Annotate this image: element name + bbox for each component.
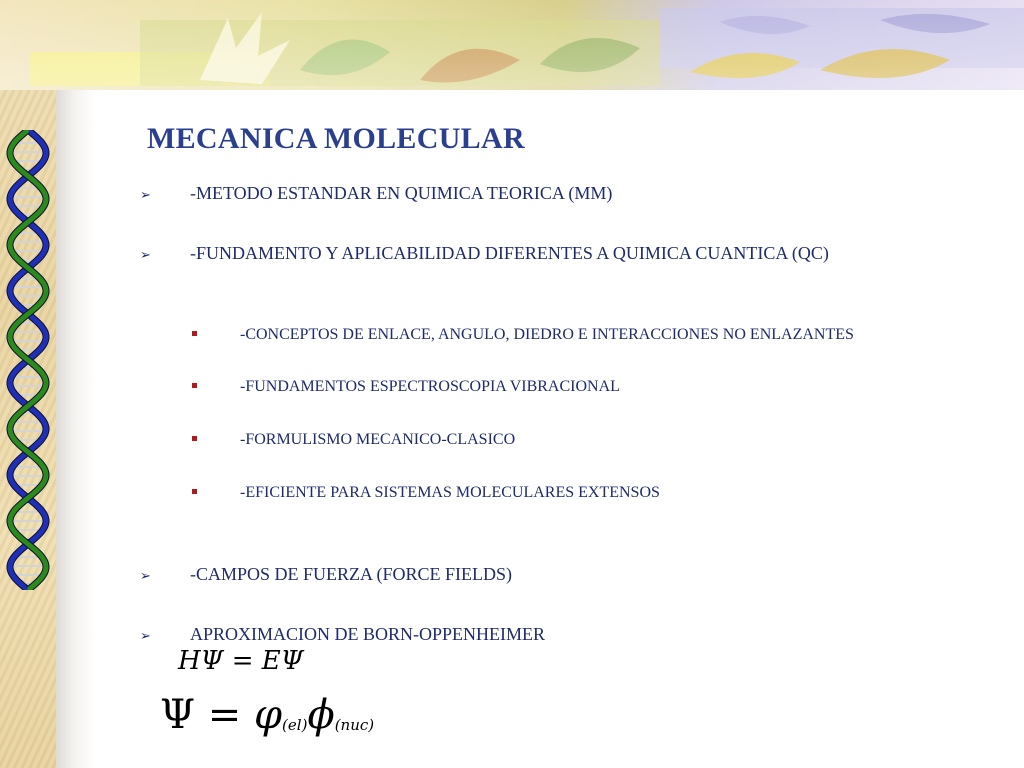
square-bullet-icon (192, 378, 240, 396)
sub-bullet-item (192, 326, 854, 344)
sub-bullet-text: -CONCEPTOS DE ENLACE, ANGULO, DIEDRO E INTERACCIONES NO ENLAZANTES (240, 326, 854, 343)
dna-helix-icon (0, 130, 56, 590)
bullet-text: -CAMPOS DE FUERZA (FORCE FIELDS) (190, 564, 513, 584)
bullet-item (140, 624, 545, 645)
sub-bullet-text: -FORMULISMO MECANICO-CLASICO (240, 431, 516, 448)
bullet-arrow-icon: ➢ (140, 629, 151, 644)
square-bullet-icon (192, 484, 240, 502)
phi-symbol: φ (254, 692, 283, 738)
born-oppenheimer-equation (160, 692, 374, 738)
square-bullet-icon (192, 326, 240, 344)
bullet-item (140, 564, 512, 585)
phi-subscript: (el) (282, 716, 308, 734)
sub-bullet-item (192, 484, 660, 502)
varphi-subscript: (nuc) (334, 716, 375, 734)
bullet-arrow-icon: ➢ (140, 248, 151, 263)
varphi-symbol: ϕ (307, 692, 335, 738)
bullet-text: APROXIMACION DE BORN-OPPENHEIMER (190, 624, 546, 644)
sub-bullet-text: -EFICIENTE PARA SISTEMAS MOLECULARES EXTENSOS (240, 484, 660, 501)
leaf-banner-icon (0, 0, 1024, 90)
bullet-item (140, 183, 612, 204)
sub-bullet-item (192, 431, 515, 449)
sub-bullet-text: -FUNDAMENTOS ESPECTROSCOPIA VIBRACIONAL (240, 378, 620, 395)
equals-sign: = (207, 692, 242, 738)
bullet-text: -FUNDAMENTO Y APLICABILIDAD DIFERENTES A QUIMICA CUANTICA (QC) (190, 243, 829, 263)
square-bullet-icon (192, 431, 240, 449)
schrodinger-equation: HΨ = EΨ (178, 646, 304, 676)
bullet-item (140, 243, 829, 264)
sub-bullet-item (192, 378, 620, 396)
psi-symbol: Ψ (160, 692, 196, 738)
bullet-arrow-icon: ➢ (140, 188, 151, 203)
bullet-arrow-icon: ➢ (140, 569, 151, 584)
slide-title: MECANICA MOLECULAR (147, 122, 525, 155)
bullet-text: -METODO ESTANDAR EN QUIMICA TEORICA (MM) (190, 183, 613, 203)
